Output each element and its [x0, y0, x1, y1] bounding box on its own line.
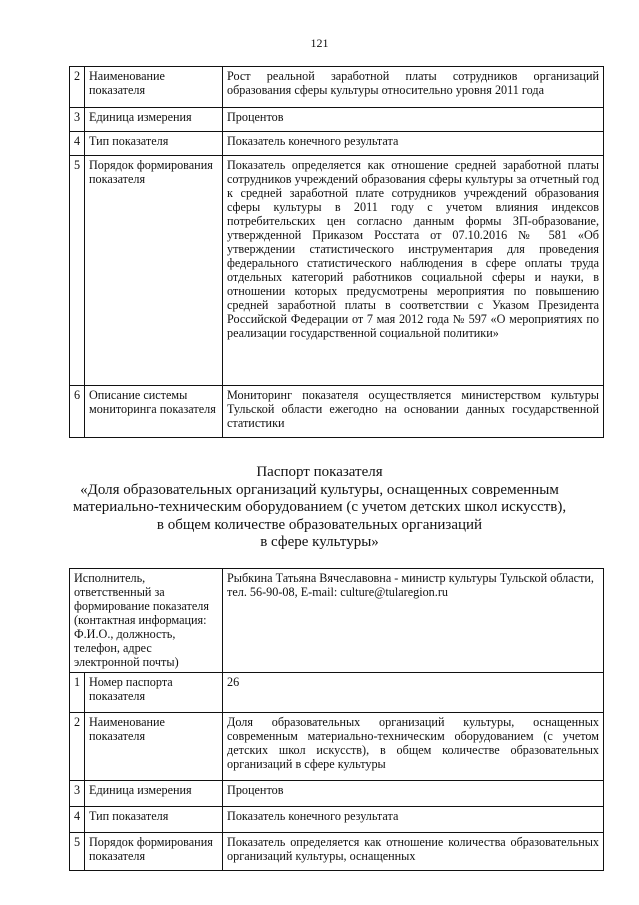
row-value: Процентов	[223, 108, 604, 132]
indicator-table-top	[69, 66, 604, 438]
table-row	[70, 569, 604, 673]
row-number: 3	[70, 108, 85, 132]
row-value: Показатель конечного результата	[223, 132, 604, 156]
row-number: 5	[70, 833, 85, 871]
row-number: 4	[70, 807, 85, 833]
row-value: Доля образовательных организаций культуры, оснащенных современным материально-техническим оборудованием (с учетом детских школ искусств), в общем количестве образовательных организаций в сфере культуры	[223, 713, 604, 781]
row-value: Процентов	[223, 781, 604, 807]
row-label: Описание системы мониторинга показателя	[85, 386, 223, 438]
row-number: 6	[70, 386, 85, 438]
table-row	[70, 386, 604, 438]
table-row	[70, 67, 604, 108]
row-number: 5	[70, 156, 85, 386]
executor-value: Рыбкина Татьяна Вячеславовна - министр культуры Тульской области, тел. 56-90-08, E-mail: culture@tularegion.ru	[223, 569, 604, 673]
row-label: Порядок формирования показателя	[85, 833, 223, 871]
executor-label: Исполнитель, ответственный за формирование показателя (контактная информация: Ф.И.О., должность, телефон, адрес электронной почты)	[70, 569, 223, 673]
row-value: Показатель конечного результата	[223, 807, 604, 833]
row-number: 3	[70, 781, 85, 807]
row-value: Показатель определяется как отношение средней заработной платы сотрудников учреждений образования сферы культуры за отчетный год к средней заработной плате сотрудников учреждений образования сферы культуры в 2011 году с учетом влияния индексов потребительских цен согласно данным формы ЗП-образование, утвержденной Приказом Росстата от 07.10.2016 № 581 «Об утверждении статистического инструментария для проведения федерального статистического наблюдения в сфере оплаты труда отдельных категорий работников социальной сферы и науки, в отношении которых предусмотрены мероприятия по повышению средней заработной платы в соответствии с Указом Президента Российской Федерации от 7 мая 2012 года № 597 «О мероприятиях по реализации государственной социальной политики»	[223, 156, 604, 386]
table-row	[70, 713, 604, 781]
row-number: 2	[70, 713, 85, 781]
row-label: Номер паспорта показателя	[85, 673, 223, 713]
passport-title	[0, 464, 639, 552]
passport-title-line: в общем количестве образовательных организаций	[156, 516, 483, 533]
row-value: Рост реальной заработной платы сотрудников организаций образования сферы культуры относительно уровня 2011 года	[223, 67, 604, 108]
page-number: 121	[310, 36, 329, 50]
row-number: 1	[70, 673, 85, 713]
table-row	[70, 132, 604, 156]
row-label: Тип показателя	[85, 807, 223, 833]
row-label: Наименование показателя	[85, 67, 223, 108]
row-label: Тип показателя	[85, 132, 223, 156]
row-label: Наименование показателя	[85, 713, 223, 781]
table-row	[70, 108, 604, 132]
table-row	[70, 673, 604, 713]
table-row	[70, 833, 604, 871]
passport-title-line: материально-техническим оборудованием (с учетом детских школ искусств),	[72, 499, 567, 515]
table-row	[70, 156, 604, 386]
row-label: Единица измерения	[85, 108, 223, 132]
row-value: Показатель определяется как отношение количества образовательных организаций культуры, оснащенных	[223, 833, 604, 871]
passport-title-line: в сфере культуры»	[260, 534, 379, 550]
passport-title-line: Паспорт показателя	[256, 464, 383, 480]
row-label: Порядок формирования показателя	[85, 156, 223, 386]
row-value: 26	[223, 673, 604, 713]
table-row	[70, 781, 604, 807]
table-row	[70, 807, 604, 833]
row-value: Мониторинг показателя осуществляется министерством культуры Тульской области ежегодно на основании данных государственной статистики	[223, 386, 604, 438]
passport-title-line: «Доля образовательных организаций культуры, оснащенных современным	[80, 481, 559, 498]
passport-table	[69, 568, 604, 871]
row-number: 4	[70, 132, 85, 156]
row-label: Единица измерения	[85, 781, 223, 807]
row-number: 2	[70, 67, 85, 108]
